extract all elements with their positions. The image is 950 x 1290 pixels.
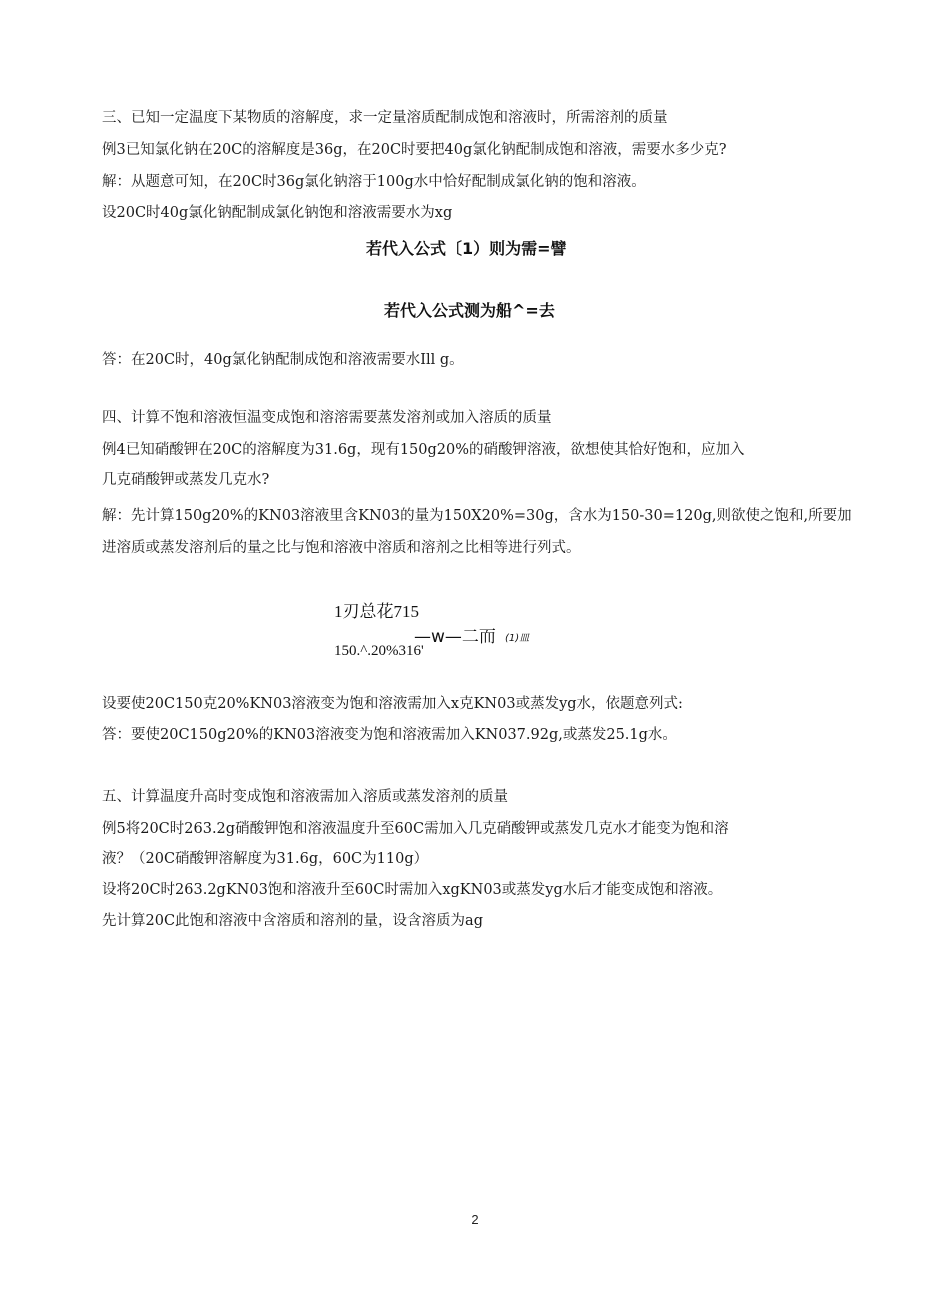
section4-assume: 设要使20C150克20%KN03溶液变为饱和溶液需加入x克KN03或蒸发yg水，依题意列式:	[102, 696, 683, 712]
section5-first-calc: 先计算20C此饱和溶液中含溶质和溶剂的量，设含溶质为ag	[102, 913, 483, 929]
section5-heading: 五、计算温度升高时变成饱和溶液需加入溶质或蒸发溶剂的质量	[102, 789, 508, 805]
formula-2: 若代入公式测为船^=去	[384, 301, 555, 320]
equation-line-1: 1刃总花715	[334, 602, 419, 621]
equation-line-2: —w—二而	[414, 627, 496, 647]
section4-answer: 答：要使20C150g20%的KN03溶液变为饱和溶液需加入KN037.92g,或蒸发25.1g水。	[102, 727, 677, 743]
section4-solution: 解：先计算150g20%的KN03溶液里含KN03的量为150X20%=30g，含水为150-30=120g,则欲使之饱和,所要加进溶质或蒸发溶剂后的量之比与饱和溶液中溶质和溶剂之比相等进行列式。	[102, 508, 852, 556]
section3-answer: 答：在20C时，40g氯化钠配制成饱和溶液需要水Ill g。	[102, 352, 464, 368]
section5-assume: 设将20C时263.2gKN03饱和溶液升至60C时需加入xgKN03或蒸发yg水后才能变成饱和溶液。	[102, 882, 723, 898]
formula-1: 若代入公式〔1）则为需=譬	[366, 239, 567, 258]
equation-line-2-subscript: (1)皿	[505, 633, 530, 644]
equation-line-3: 150.^.20%316'	[334, 643, 424, 659]
section5-example-line1: 例5将20C时263.2g硝酸钾饱和溶液温度升至60C需加入几克硝酸钾或蒸发几克水才能变为饱和溶	[102, 821, 729, 837]
section5-example-line2: 液？（20C硝酸钾溶解度为31.6g，60C为110g）	[102, 851, 429, 867]
section3-heading: 三、已知一定温度下某物质的溶解度，求一定量溶质配制成饱和溶液时，所需溶剂的质量	[102, 110, 668, 126]
section3-solution: 解：从题意可知，在20C时36g氯化钠溶于100g水中恰好配制成氯化钠的饱和溶液。	[102, 174, 646, 190]
section3-example: 例3已知氯化钠在20C的溶解度是36g，在20C时要把40g氯化钠配制成饱和溶液，需要水多少克?	[102, 142, 727, 158]
section4-example-line1: 例4已知硝酸钾在20C的溶解度为31.6g，现有150g20%的硝酸钾溶液，欲想使其恰好饱和，应加入	[102, 442, 745, 458]
section3-assume: 设20C时40g氯化钠配制成氯化钠饱和溶液需要水为xg	[102, 205, 453, 221]
page-number: 2	[471, 1212, 479, 1227]
section4-example-line2: 几克硝酸钾或蒸发几克水?	[102, 472, 270, 488]
section4-heading: 四、计算不饱和溶液恒温变成饱和溶溶需要蒸发溶剂或加入溶质的质量	[102, 410, 552, 426]
